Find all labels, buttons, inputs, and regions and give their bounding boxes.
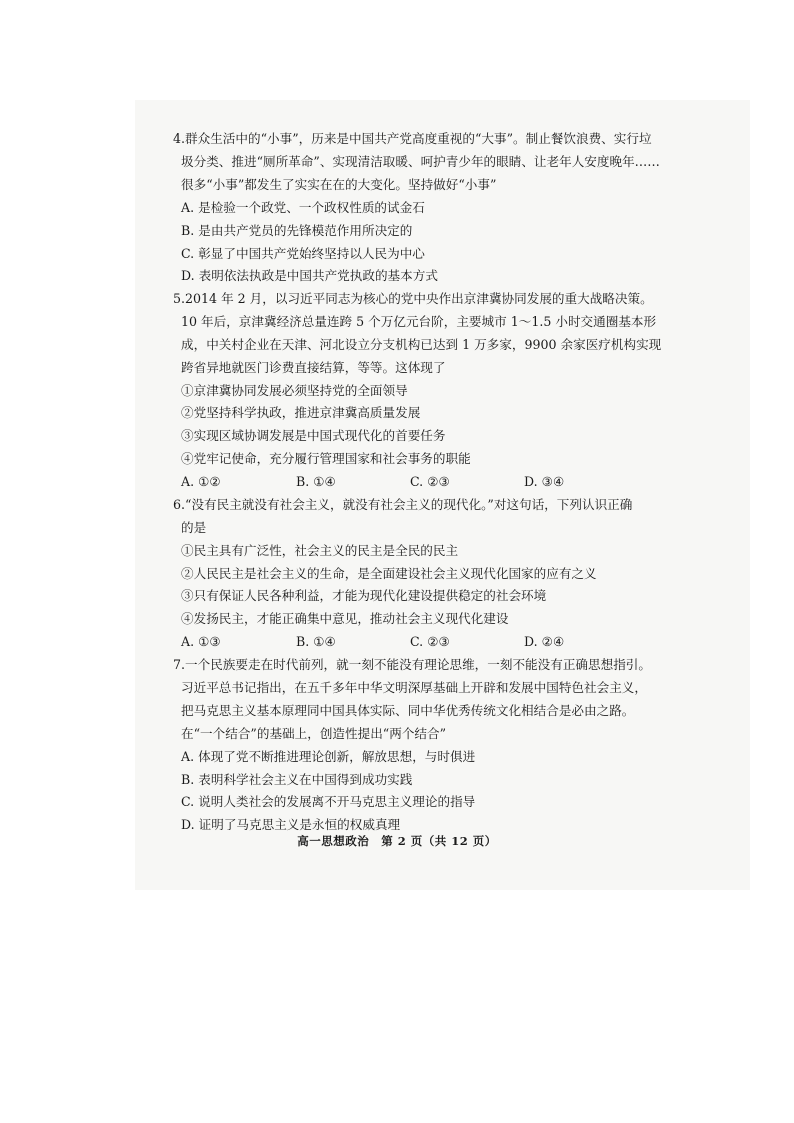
question-stem-line: 7.一个民族要走在时代前列，就一刻不能没有理论思维，一刻不能没有正确思想指引。 (173, 657, 651, 672)
question-stem-line: 的是 (181, 520, 207, 535)
question-stem-line: 在“一个结合”的基础上，创造性提出“两个结合” (181, 726, 447, 741)
page-footer: 高一思想政治 第 2 页（共 12 页） (297, 834, 497, 848)
option-c: C. 彰显了中国共产党始终坚持以人民为中心 (181, 246, 425, 261)
choice-a: A. ①② (181, 474, 221, 489)
question-stem-line: 10 年后，京津冀经济总量连跨 5 个万亿元台阶，主要城市 1～1.5 小时交通圈基本形 (181, 314, 657, 329)
option-a: A. 是检验一个政党、一个政权性质的试金石 (181, 200, 425, 215)
statement-item: ④党牢记使命，充分履行管理国家和社会事务的职能 (181, 451, 471, 466)
option-a: A. 体现了党不断推进理论创新，解放思想，与时俱进 (181, 749, 476, 764)
choice-b: B. ①④ (296, 474, 336, 489)
choice-a: A. ①③ (181, 634, 221, 649)
choice-d: D. ③④ (524, 474, 565, 489)
statement-item: ②人民民主是社会主义的生命，是全面建设社会主义现代化国家的应有之义 (181, 566, 597, 581)
question-stem-line: 习近平总书记指出，在五千多年中华文明深厚基础上开辟和发展中国特色社会主义， (181, 680, 647, 695)
statement-item: ④发扬民主，才能正确集中意见，推动社会主义现代化建设 (181, 611, 509, 626)
option-d: D. 表明依法执政是中国共产党执政的基本方式 (181, 268, 438, 283)
option-b: B. 表明科学社会主义在中国得到成功实践 (181, 772, 413, 787)
option-d: D. 证明了马克思主义是永恒的权威真理 (181, 817, 401, 832)
statement-item: ①京津冀协同发展必须坚持党的全面领导 (181, 383, 408, 398)
question-stem-line: 6.“没有民主就没有社会主义，就没有社会主义的现代化。”对这句话，下列认识正确 (173, 497, 633, 512)
question-stem-line: 成，中关村企业在天津、河北设立分支机构已达到 1 万多家，9900 余家医疗机构实现 (181, 337, 662, 352)
question-stem-line: 4.群众生活中的“小事”，历来是中国共产党高度重视的“大事”。制止餐饮浪费、实行垃 (173, 131, 652, 146)
statement-item: ②党坚持科学执政，推进京津冀高质量发展 (181, 405, 421, 420)
statement-item: ③只有保证人民各种利益，才能为现代化建设提供稳定的社会环境 (181, 588, 547, 603)
question-stem-line: 跨省异地就医门诊费直接结算，等等。这体现了 (181, 360, 446, 375)
choice-d: D. ②④ (524, 634, 565, 649)
question-stem-line: 5.2014 年 2 月，以习近平同志为核心的党中央作出京津冀协同发展的重大战略决策。 (173, 291, 653, 306)
option-b: B. 是由共产党员的先锋模范作用所决定的 (181, 223, 413, 238)
question-stem-line: 很多“小事”都发生了实实在在的大变化。坚持做好“小事” (181, 177, 497, 192)
statement-item: ③实现区域协调发展是中国式现代化的首要任务 (181, 428, 446, 443)
question-stem-line: 把马克思主义基本原理同中国具体实际、同中华优秀传统文化相结合是必由之路。 (181, 703, 635, 718)
option-c: C. 说明人类社会的发展离不开马克思主义理论的指导 (181, 794, 476, 809)
choice-c: C. ②③ (410, 474, 450, 489)
question-stem-line: 圾分类、推进“厕所革命”、实现清洁取暖、呵护青少年的眼睛、让老年人安度晚年…… (181, 154, 660, 169)
choice-c: C. ②③ (410, 634, 450, 649)
choice-b: B. ①④ (296, 634, 336, 649)
statement-item: ①民主具有广泛性，社会主义的民主是全民的民主 (181, 543, 459, 558)
